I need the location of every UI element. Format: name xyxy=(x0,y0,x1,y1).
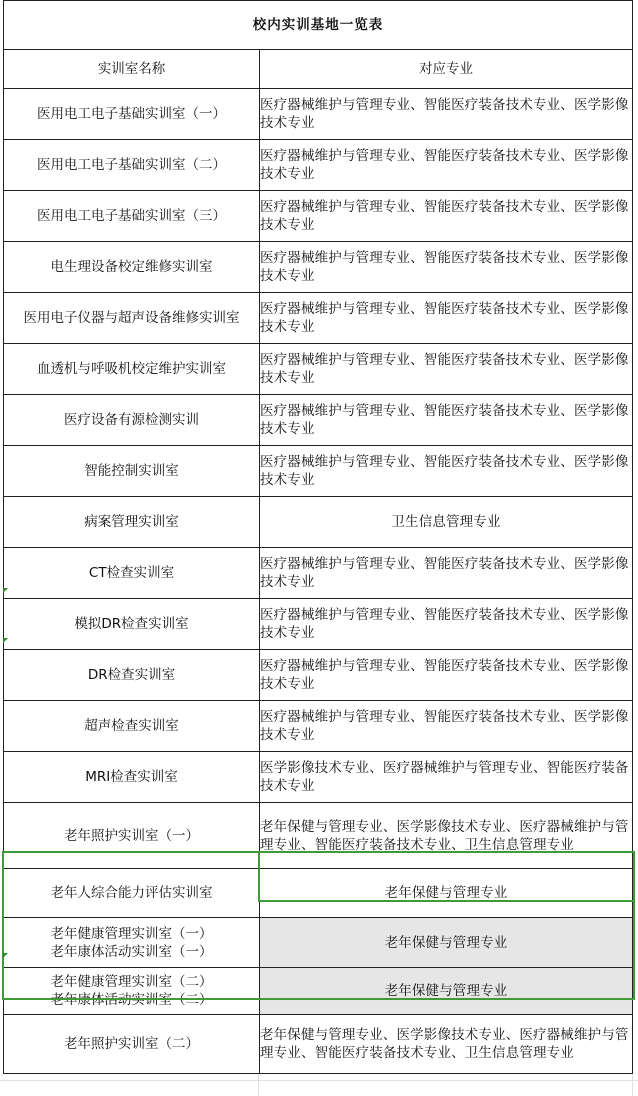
table-row xyxy=(4,599,633,650)
room-name-text: 超声检查实训室 xyxy=(84,718,179,734)
major-cell[interactable]: 医疗器械维护与管理专业、智能医疗装备技术专业、医学影像技术专业 xyxy=(260,191,633,242)
room-name-cell[interactable] xyxy=(4,395,260,446)
room-name-text: 老年照护实训室（二） xyxy=(64,1036,199,1052)
table-row xyxy=(4,497,633,548)
table-row xyxy=(4,395,633,446)
major-cell[interactable]: 卫生信息管理专业 xyxy=(260,497,633,548)
room-name-text: 医用电子仪器与超声设备维修实训室 xyxy=(23,310,240,326)
room-name-cell[interactable] xyxy=(4,1015,260,1074)
room-name-text: 智能控制实训室 xyxy=(84,463,179,479)
table-row xyxy=(4,344,633,395)
table-title[interactable]: 校内实训基地一览表 xyxy=(4,1,633,50)
room-name-text: 血透机与呼吸机校定维护实训室 xyxy=(37,361,226,377)
room-name-cell[interactable] xyxy=(4,918,260,968)
training-base-table xyxy=(3,0,633,1074)
room-name-cell[interactable] xyxy=(4,701,260,752)
room-name-text: 电生理设备校定维修实训室 xyxy=(50,259,213,275)
gridline xyxy=(0,1080,638,1081)
major-cell[interactable]: 医疗器械维护与管理专业、智能医疗装备技术专业、医学影像技术专业 xyxy=(260,140,633,191)
table-row xyxy=(4,752,633,803)
room-name-cell[interactable] xyxy=(4,803,260,869)
table-row xyxy=(4,1015,633,1074)
room-name-text: 老年健康管理实训室（一） xyxy=(50,925,213,942)
room-name-text: CT检查实训室 xyxy=(88,565,175,581)
table-row xyxy=(4,803,633,869)
room-name-cell[interactable] xyxy=(4,968,260,1015)
room-name-text: 医用电工电子基础实训室（二） xyxy=(37,157,226,173)
major-cell[interactable]: 老年保健与管理专业、医学影像技术专业、医疗器械维护与管理专业、智能医疗装备技术专业、卫生信息管理专业 xyxy=(260,1015,633,1074)
room-name-cell[interactable] xyxy=(4,446,260,497)
cell-marker-icon xyxy=(3,638,8,643)
room-name-cell[interactable] xyxy=(4,599,260,650)
room-name-text: 老年健康管理实训室（二） xyxy=(50,974,213,990)
major-cell[interactable]: 医疗器械维护与管理专业、智能医疗装备技术专业、医学影像技术专业 xyxy=(260,599,633,650)
major-cell[interactable]: 老年保健与管理专业 xyxy=(260,869,633,918)
column-header-major[interactable]: 对应专业 xyxy=(260,50,633,89)
room-name-text: MRI检查实训室 xyxy=(85,769,178,785)
column-header-room[interactable]: 实训室名称 xyxy=(4,50,260,89)
room-name-cell[interactable] xyxy=(4,242,260,293)
major-cell[interactable]: 老年保健与管理专业 xyxy=(260,968,633,1015)
table-row xyxy=(4,242,633,293)
table-row xyxy=(4,650,633,701)
room-name-text: 老年康体活动实训室（一） xyxy=(50,943,213,960)
major-cell[interactable]: 医疗器械维护与管理专业、智能医疗装备技术专业、医学影像技术专业 xyxy=(260,242,633,293)
table-row xyxy=(4,140,633,191)
major-cell[interactable]: 医疗器械维护与管理专业、智能医疗装备技术专业、医学影像技术专业 xyxy=(260,89,633,140)
room-name-cell[interactable] xyxy=(4,650,260,701)
room-name-cell[interactable] xyxy=(4,140,260,191)
room-name-text: 老年人综合能力评估实训室 xyxy=(50,885,213,901)
room-name-text: 老年照护实训室（一） xyxy=(64,827,199,844)
major-cell[interactable]: 医疗器械维护与管理专业、智能医疗装备技术专业、医学影像技术专业 xyxy=(260,344,633,395)
table-row xyxy=(4,446,633,497)
room-name-cell[interactable] xyxy=(4,497,260,548)
room-name-text: 医用电工电子基础实训室（一） xyxy=(37,106,226,122)
major-cell[interactable]: 老年保健与管理专业 xyxy=(260,918,633,968)
table-row xyxy=(4,548,633,599)
room-name-cell[interactable] xyxy=(4,89,260,140)
table-row xyxy=(4,968,633,1015)
header-row xyxy=(4,50,633,89)
room-name-text: DR检查实训室 xyxy=(87,667,176,683)
table-row xyxy=(4,701,633,752)
cell-marker-icon xyxy=(3,588,8,593)
room-name-cell[interactable] xyxy=(4,752,260,803)
major-cell[interactable]: 医疗器械维护与管理专业、智能医疗装备技术专业、医学影像技术专业 xyxy=(260,701,633,752)
room-name-cell[interactable] xyxy=(4,191,260,242)
major-cell[interactable]: 医疗器械维护与管理专业、智能医疗装备技术专业、医学影像技术专业 xyxy=(260,293,633,344)
room-name-text: 病案管理实训室 xyxy=(84,514,179,530)
room-name-cell[interactable] xyxy=(4,869,260,918)
major-cell[interactable]: 医疗器械维护与管理专业、智能医疗装备技术专业、医学影像技术专业 xyxy=(260,446,633,497)
room-name-text: 模拟DR检查实训室 xyxy=(74,616,189,632)
room-name-text: 医疗设备有源检测实训 xyxy=(64,412,199,428)
table-row xyxy=(4,191,633,242)
major-cell[interactable]: 医疗器械维护与管理专业、智能医疗装备技术专业、医学影像技术专业 xyxy=(260,650,633,701)
room-name-cell[interactable] xyxy=(4,293,260,344)
table-row xyxy=(4,869,633,918)
cell-marker-icon xyxy=(3,953,8,958)
major-cell[interactable]: 医疗器械维护与管理专业、智能医疗装备技术专业、医学影像技术专业 xyxy=(260,548,633,599)
room-name-cell[interactable] xyxy=(4,344,260,395)
major-cell[interactable]: 医疗器械维护与管理专业、智能医疗装备技术专业、医学影像技术专业 xyxy=(260,395,633,446)
room-name-text: 老年康体活动实训室（二） xyxy=(50,992,213,1008)
room-name-text: 医用电工电子基础实训室（三） xyxy=(37,208,226,224)
table-row xyxy=(4,918,633,968)
title-row xyxy=(4,1,633,50)
table-row xyxy=(4,89,633,140)
major-cell[interactable]: 老年保健与管理专业、医学影像技术专业、医疗器械维护与管理专业、智能医疗装备技术专业、卫生信息管理专业 xyxy=(260,803,633,869)
room-name-cell[interactable] xyxy=(4,548,260,599)
table-row xyxy=(4,293,633,344)
major-cell[interactable]: 医学影像技术专业、医疗器械维护与管理专业、智能医疗装备技术专业 xyxy=(260,752,633,803)
